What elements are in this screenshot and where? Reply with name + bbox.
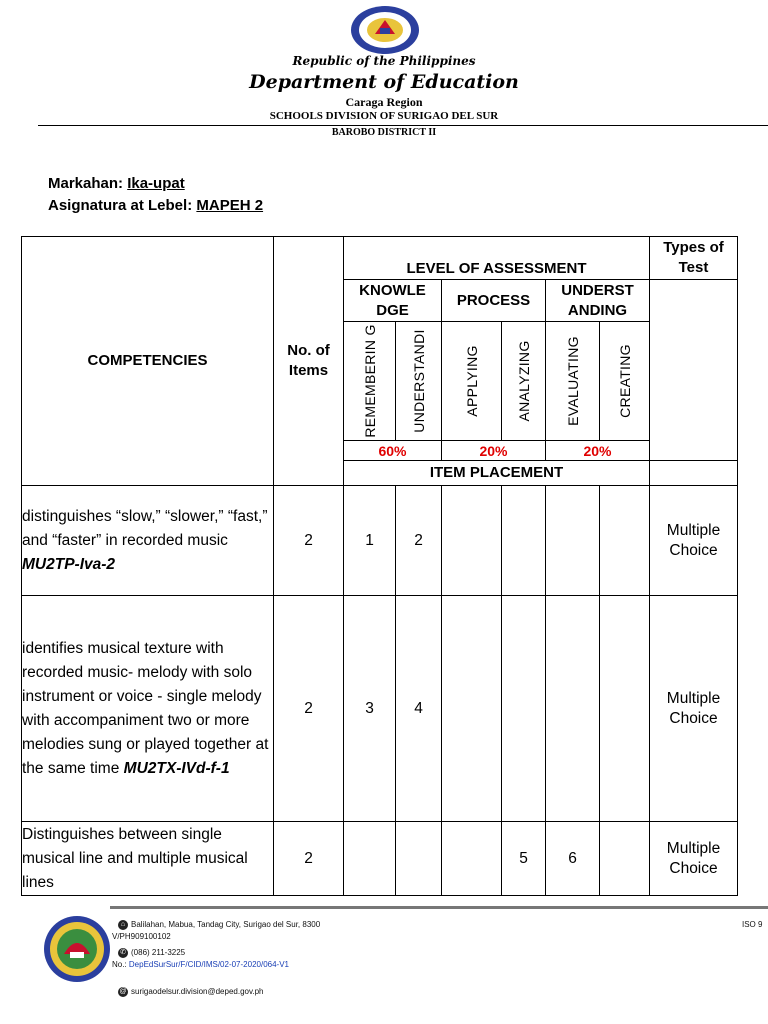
- evaluating-cell: [546, 596, 600, 822]
- applying-cell: [442, 596, 502, 822]
- level-evaluating: EVALUATING: [546, 322, 600, 441]
- test-type-cell: Multiple Choice: [650, 822, 738, 896]
- items-cell: 2: [274, 486, 344, 596]
- table-row: [22, 822, 738, 896]
- division-heading: SCHOOLS DIVISION OF SURIGAO DEL SUR: [269, 110, 499, 122]
- competency-cell: distinguishes “slow,” “slower,” “fast,” and “faster” in recorded music MU2TP-Iva-2: [22, 486, 274, 596]
- analyzing-cell: [502, 596, 546, 822]
- competency-cell: identifies musical texture with recorded music- melody with solo instrument or voice - single melody with accompaniment two or more melodies sung or played together at the same time MU2TX-IVd-f-1: [22, 596, 274, 822]
- remembering-cell: [344, 822, 396, 896]
- applying-cell: [442, 486, 502, 596]
- footer-phone: ✆ (086) 211-3225: [118, 948, 185, 958]
- footer-code: V/PH909100102: [112, 932, 171, 941]
- percent-process: 20%: [442, 441, 546, 461]
- competencies-header: COMPETENCIES: [22, 237, 274, 486]
- items-cell: 2: [274, 822, 344, 896]
- types-header-blank: [650, 280, 738, 461]
- group-knowledge: KNOWLE DGE: [344, 280, 442, 322]
- percent-knowledge: 60%: [344, 441, 442, 461]
- remembering-cell: 1: [344, 486, 396, 596]
- subject-value: MAPEH 2: [196, 197, 264, 214]
- items-cell: 2: [274, 596, 344, 822]
- quarter-label: Markahan:: [48, 175, 124, 192]
- competency-cell: Distinguishes between single musical line and multiple musical lines: [22, 822, 274, 896]
- footer-divider: [110, 906, 768, 909]
- creating-cell: [600, 596, 650, 822]
- test-type-cell: Multiple Choice: [650, 486, 738, 596]
- creating-cell: [600, 486, 650, 596]
- evaluating-cell: [546, 486, 600, 596]
- republic-heading: Republic of the Philippines: [292, 54, 476, 68]
- table-row: [22, 486, 738, 596]
- table-row: [22, 596, 738, 822]
- group-understanding: UNDERST ANDING: [546, 280, 650, 322]
- understanding-cell: [396, 822, 442, 896]
- tos-table: [21, 236, 738, 896]
- division-seal-logo: [42, 914, 112, 984]
- header-divider: [38, 125, 768, 126]
- applying-cell: [442, 822, 502, 896]
- subject-line: [48, 197, 263, 214]
- quarter-line: [48, 175, 185, 192]
- analyzing-cell: [502, 486, 546, 596]
- remembering-cell: 3: [344, 596, 396, 822]
- types-header: Types of Test: [650, 237, 738, 280]
- quarter-value: Ika-upat: [127, 175, 185, 192]
- department-heading: Department of Education: [249, 71, 519, 93]
- level-remembering: REMEMBERIN G: [344, 322, 396, 441]
- footer-doc-number: No.: DepEdSurSur/F/CID/IMS/02-07-2020/064-V1: [112, 960, 289, 969]
- district-heading: BAROBO DISTRICT II: [331, 127, 437, 138]
- understanding-cell: 4: [396, 596, 442, 822]
- subject-label: Asignatura at Lebel:: [48, 197, 193, 214]
- test-type-cell: Multiple Choice: [650, 596, 738, 822]
- level-analyzing: ANALYZING: [502, 322, 546, 441]
- level-creating: CREATING: [600, 322, 650, 441]
- phone-icon: ✆: [118, 948, 128, 958]
- level-header: LEVEL OF ASSESSMENT: [344, 237, 650, 280]
- region-heading: Caraga Region: [345, 95, 423, 109]
- deped-seal-logo: [349, 4, 421, 56]
- analyzing-cell: 5: [502, 822, 546, 896]
- level-understanding: UNDERSTANDI: [396, 322, 442, 441]
- evaluating-cell: 6: [546, 822, 600, 896]
- placement-blank: [650, 461, 738, 486]
- footer-iso: ISO 9: [742, 920, 763, 929]
- level-applying: APPLYING: [442, 322, 502, 441]
- group-process: PROCESS: [442, 280, 546, 322]
- creating-cell: [600, 822, 650, 896]
- email-icon: @: [119, 988, 127, 995]
- footer-address: ⌂ Balilahan, Mabua, Tandag City, Surigao del Sur, 8300: [118, 920, 320, 930]
- percent-understanding: 20%: [546, 441, 650, 461]
- items-header: No. of Items: [274, 237, 344, 486]
- location-icon: ⌂: [118, 920, 128, 930]
- understanding-cell: 2: [396, 486, 442, 596]
- footer-email[interactable]: @ surigaodelsur.division@deped.gov.ph: [119, 987, 264, 997]
- item-placement-header: ITEM PLACEMENT: [344, 461, 650, 486]
